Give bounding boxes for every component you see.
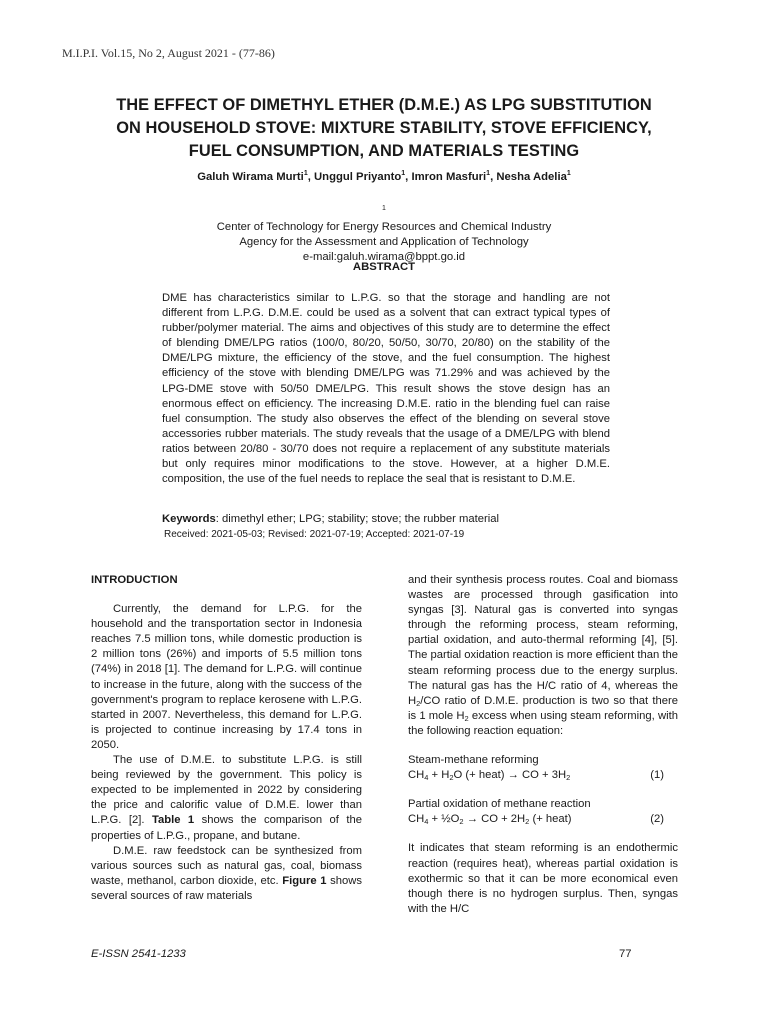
subscript: 2 bbox=[566, 773, 571, 783]
left-column bbox=[91, 573, 362, 904]
subscript: 2 bbox=[416, 698, 421, 708]
affiliation-line-2: Agency for the Assessment and Application of Technology bbox=[239, 235, 529, 248]
intro-paragraph-3 bbox=[91, 844, 362, 904]
subscript: 2 bbox=[525, 817, 530, 827]
section-heading-introduction: INTRODUCTION bbox=[91, 574, 178, 586]
title-line-2: ON HOUSEHOLD STOVE: MIXTURE STABILITY, STOVE EFFICIENCY, bbox=[116, 119, 652, 137]
author-sup: 1 bbox=[401, 170, 406, 177]
footer-issn: E-ISSN 2541-1233 bbox=[91, 948, 186, 960]
author-name: Imron Masfuri bbox=[411, 170, 487, 183]
eq-text: CH bbox=[408, 813, 425, 826]
equation-1-body bbox=[408, 768, 570, 783]
syngas-text-a: and their synthesis process routes. Coal and biomass wastes are processed through gasification into syngas [3]. Natural gas is converted into syngas through the reforming process, steam reforming, partial oxidation, and auto-thermal reforming [4], [5]. The partial oxidation reaction is more efficient than the steam reforming process due to the energy surplus. The natural gas has the H/C ratio of 4, whereas the H bbox=[408, 574, 678, 707]
abstract-text: DME has characteristics similar to L.P.G. so that the storage and handling are not different from L.P.G. D.M.E. could be used as a solvent that can extract typical types of rubber/polymer material. The aims and objectives of this study are to determine the effect of blending DME/LPG ratios (100/0, 80/20, 50/50, 30/70, 20/80) on the stability of the DME/LPG mixture, the efficiency of the stove, and the fuel consumption. The highest efficiency of the stove with blending DME/LPG was 71.29% and was achieved by the LPG-DME stove with 50/50 DME/LPG. This result shows the stove design has an enormous effect on efficiency. The increasing D.M.E. ratio in the blending fuel can raise fuel consumption. The study also observes the effect of the blending on several stove accessories rubber materials. The study reveals that the usage of a DME/LPG with blend ratios between 20/80 - 30/70 does not require a replacement of any substitute materials but only requires minor modifications to the stove. However, at a higher D.M.E. composition, the use of the fuel needs to replace the seal that is resistant to D.M.E. bbox=[162, 292, 610, 486]
title-line-1: THE EFFECT OF DIMETHYL ETHER (D.M.E.) AS LPG SUBSTITUTION bbox=[116, 96, 652, 114]
author-sup: 1 bbox=[566, 170, 571, 177]
syngas-text-c: excess when using steam reforming, with the following reaction equation: bbox=[408, 709, 678, 737]
eq-text: → CO + 2H bbox=[463, 813, 526, 826]
author-separator: , bbox=[405, 170, 412, 183]
author-sup: 1 bbox=[486, 170, 491, 177]
table-1-reference: Table 1 bbox=[151, 814, 195, 827]
equation-1-number: (1) bbox=[650, 769, 664, 782]
figure-1-reference: Figure 1 bbox=[282, 874, 327, 887]
author-name: Unggul Priyanto bbox=[314, 170, 402, 183]
affiliation-email: e-mail:galuh.wirama@bppt.go.id bbox=[302, 250, 466, 263]
journal-header: M.I.P.I. Vol.15, No 2, August 2021 - (77-86) bbox=[62, 46, 275, 60]
affiliation-line-1 bbox=[60, 201, 708, 235]
eq-text: + H bbox=[428, 769, 450, 782]
keywords-label: Keywords bbox=[162, 513, 216, 525]
equation-2 bbox=[408, 812, 678, 827]
eq-text: (+ heat) bbox=[529, 813, 572, 826]
affiliation-sup: 1 bbox=[382, 205, 386, 212]
equation-1-title: Steam-methane reforming bbox=[408, 754, 539, 767]
intro-p3-text-b: shows several sources of raw materials bbox=[91, 874, 363, 902]
intro-paragraph-2 bbox=[91, 753, 362, 844]
subscript: 2 bbox=[459, 817, 464, 827]
affiliation-institute: Center of Technology for Energy Resources and Chemical Industry bbox=[216, 220, 552, 233]
intro-p2-text-a: The use of D.M.E. to substitute L.P.G. is still being reviewed by the government. This policy is expected to be implemented in 2022 by considering the price and calorific value of D.M.E. lower than L.P.G. [2]. bbox=[91, 754, 362, 827]
author-name: Galuh Wirama Murti bbox=[197, 170, 304, 183]
affiliation-block bbox=[60, 201, 708, 265]
equation-2-number: (2) bbox=[650, 813, 664, 826]
eq-text: O (+ heat) → CO + 3H bbox=[453, 769, 567, 782]
intro-p2-text-b: shows the comparison of the properties of L.P.G., propane, and butane. bbox=[91, 814, 363, 842]
eq-text: + ½O bbox=[428, 813, 460, 826]
subscript: 2 bbox=[464, 713, 469, 723]
reforming-paragraph: It indicates that steam reforming is an endothermic reaction (requires heat), whereas partial oxidation is exothermic so that it can be more economical even though there is no hydrogen surplus. Then, syngas with the H/C bbox=[408, 842, 678, 915]
intro-p3-text-a: D.M.E. raw feedstock can be synthesized from various sources such as natural gas, coal, biomass waste, methanol, carbon dioxide, etc. bbox=[91, 844, 362, 887]
equation-2-body bbox=[408, 812, 572, 827]
subscript: 4 bbox=[424, 773, 429, 783]
keywords-line bbox=[162, 513, 622, 525]
author-list bbox=[60, 170, 708, 183]
abstract-heading: ABSTRACT bbox=[352, 261, 416, 273]
author-separator: , bbox=[307, 170, 315, 183]
syngas-paragraph bbox=[408, 573, 678, 739]
intro-paragraph-1: Currently, the demand for L.P.G. for the household and the transportation sector in Indonesia reaches 7.5 million tons, while domestic production is 2 million tons (26%) and imports of 5.5 million tons (74%) in 2018 [1]. The demand for L.P.G. will continue to increase in the future, along with the success of the government's program to replace kerosene with L.P.G. started in 2007. Nevertheless, this demand for L.P.G. is projected to continue increasing by 17.4 tons in 2050. bbox=[91, 603, 362, 751]
subscript: 4 bbox=[424, 817, 429, 827]
subscript: 2 bbox=[449, 773, 454, 783]
right-column bbox=[408, 573, 678, 917]
paper-title bbox=[60, 94, 708, 163]
syngas-text-b: /CO ratio of D.M.E. production is two so that there is 1 mole H bbox=[408, 694, 678, 722]
equation-1 bbox=[408, 768, 678, 783]
equation-2-title: Partial oxidation of methane reaction bbox=[408, 798, 591, 811]
page-number: 77 bbox=[619, 948, 632, 960]
keywords-list: : dimethyl ether; LPG; stability; stove; the rubber material bbox=[215, 513, 500, 525]
title-line-3: FUEL CONSUMPTION, AND MATERIALS TESTING bbox=[188, 142, 580, 160]
author-separator: , bbox=[490, 170, 497, 183]
eq-text: CH bbox=[408, 769, 425, 782]
author-sup: 1 bbox=[303, 170, 308, 177]
received-dates: Received: 2021-05-03; Revised: 2021-07-19; Accepted: 2021-07-19 bbox=[164, 529, 465, 540]
author-name: Nesha Adelia bbox=[496, 170, 567, 183]
